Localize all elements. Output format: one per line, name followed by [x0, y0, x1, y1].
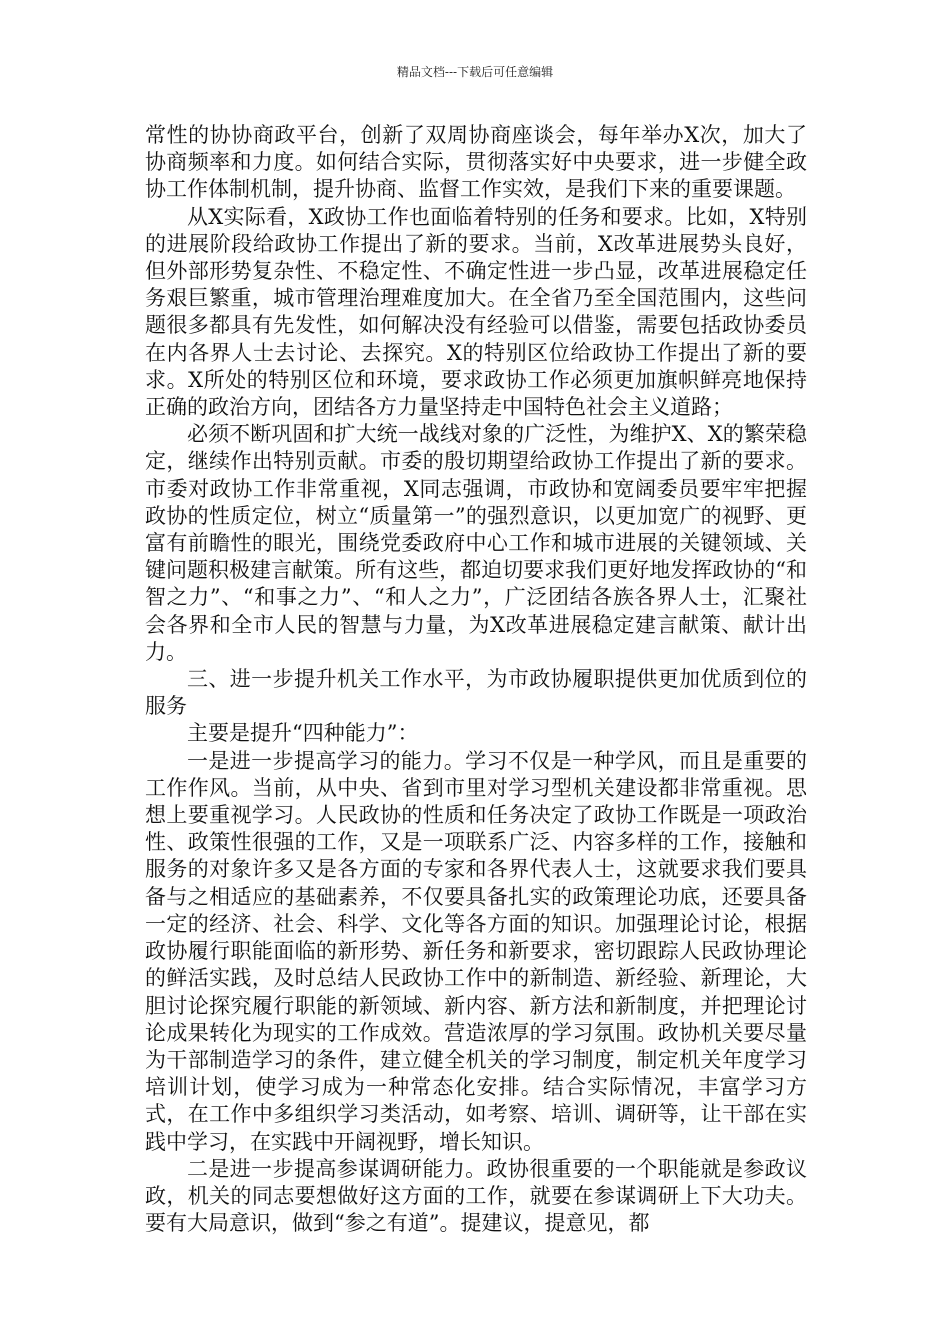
paragraph: 一是进一步提高学习的能力。学习不仅是一种学风，而且是重要的工作作风。当前，从中央、省到市里对学习型机关建设都非常重视。思想上要重视学习。人民政协的性质和任务决定了政协工作既是一项政治性、政策性很强的工作，又是一项联系广泛、内容多样的工作，接触和服务的对象许多又是各方面的专家和各界代表人士，这就要求我们要具备与之相适应的基础素养，不仅要具备扎实的政策理论功底，还要具备一定的经济、社会、科学、文化等各方面的知识。加强理论讨论，根据政协履行职能面临的新形势、新任务和新要求，密切跟踪人民政协理论的鲜活实践，及时总结人民政协工作中的新制造、新经验、新理论，大胆讨论探究履行职能的新领域、新内容、新方法和新制度，并把理论讨论成果转化为现实的工作成效。营造浓厚的学习氛围。政协机关要尽量为干部制造学习的条件，建立健全机关的学习制度，制定机关年度学习培训计划，使学习成为一种常态化安排。结合实际情况，丰富学习方式，在工作中多组织学习类活动，如考察、培训、调研等，让干部在实践中学习，在实践中开阔视野，增长知识。: [145, 748, 807, 1154]
page-header: 精品文档---下载后可任意编辑: [396, 65, 554, 79]
paragraph: 从X实际看，X政协工作也面临着特别的任务和要求。比如，X特别的进展阶段给政协工作提出了新的要求。当前，X改革进展势头良好，但外部形势复杂性、不稳定性、不确定性进一步凸显，改革进展稳定任务艰巨繁重，城市管理治理难度加大。在全省乃至全国范围内，这些问题很多都具有先发性，如何解决没有经验可以借鉴，需要包括政协委员在内各界人士去讨论、去探究。X的特别区位给政协工作提出了新的要求。X所处的特别区位和环境，要求政协工作必须更加旗帜鲜亮地保持正确的政治方向，团结各方力量坚持走中国特色社会主义道路；: [145, 204, 807, 420]
paragraph: 必须不断巩固和扩大统一战线对象的广泛性，为维护X、X的繁荣稳定，继续作出特别贡献。市委的殷切期望给政协工作提出了新的要求。市委对政协工作非常重视，X同志强调，市政协和宽阔委员要牢牢把握政协的性质定位，树立“质量第一”的强烈意识，以更加宽广的视野、更富有前瞻性的眼光，围绕党委政府中心工作和城市进展的关键领域、关键问题积极建言献策。所有这些，都迫切要求我们更好地发挥政协的“和智之力”、“和事之力”、“和人之力”，广泛团结各族各界人士，汇聚社会各界和全市人民的智慧与力量，为X改革进展稳定建言献策、献计出力。: [145, 422, 807, 664]
paragraph: 二是进一步提高参谋调研能力。政协很重要的一个职能就是参政议政，机关的同志要想做好这方面的工作，就要在参谋调研上下大功夫。要有大局意识，做到“参之有道”。提建议，提意见，都: [145, 1156, 807, 1236]
paragraph: 常性的协协商政平台，创新了双周协商座谈会，每年举办X次，加大了协商频率和力度。如何结合实际，贯彻落实好中央要求，进一步健全政协工作体制机制，提升协商、监督工作实效，是我们下来的重要课题。: [145, 123, 807, 202]
paragraph: 主要是提升“四种能力”：: [187, 721, 419, 746]
document-body: [145, 122, 807, 1237]
section-heading: 三、进一步提升机关工作水平，为市政协履职提供更加优质到位的服务: [145, 667, 807, 719]
